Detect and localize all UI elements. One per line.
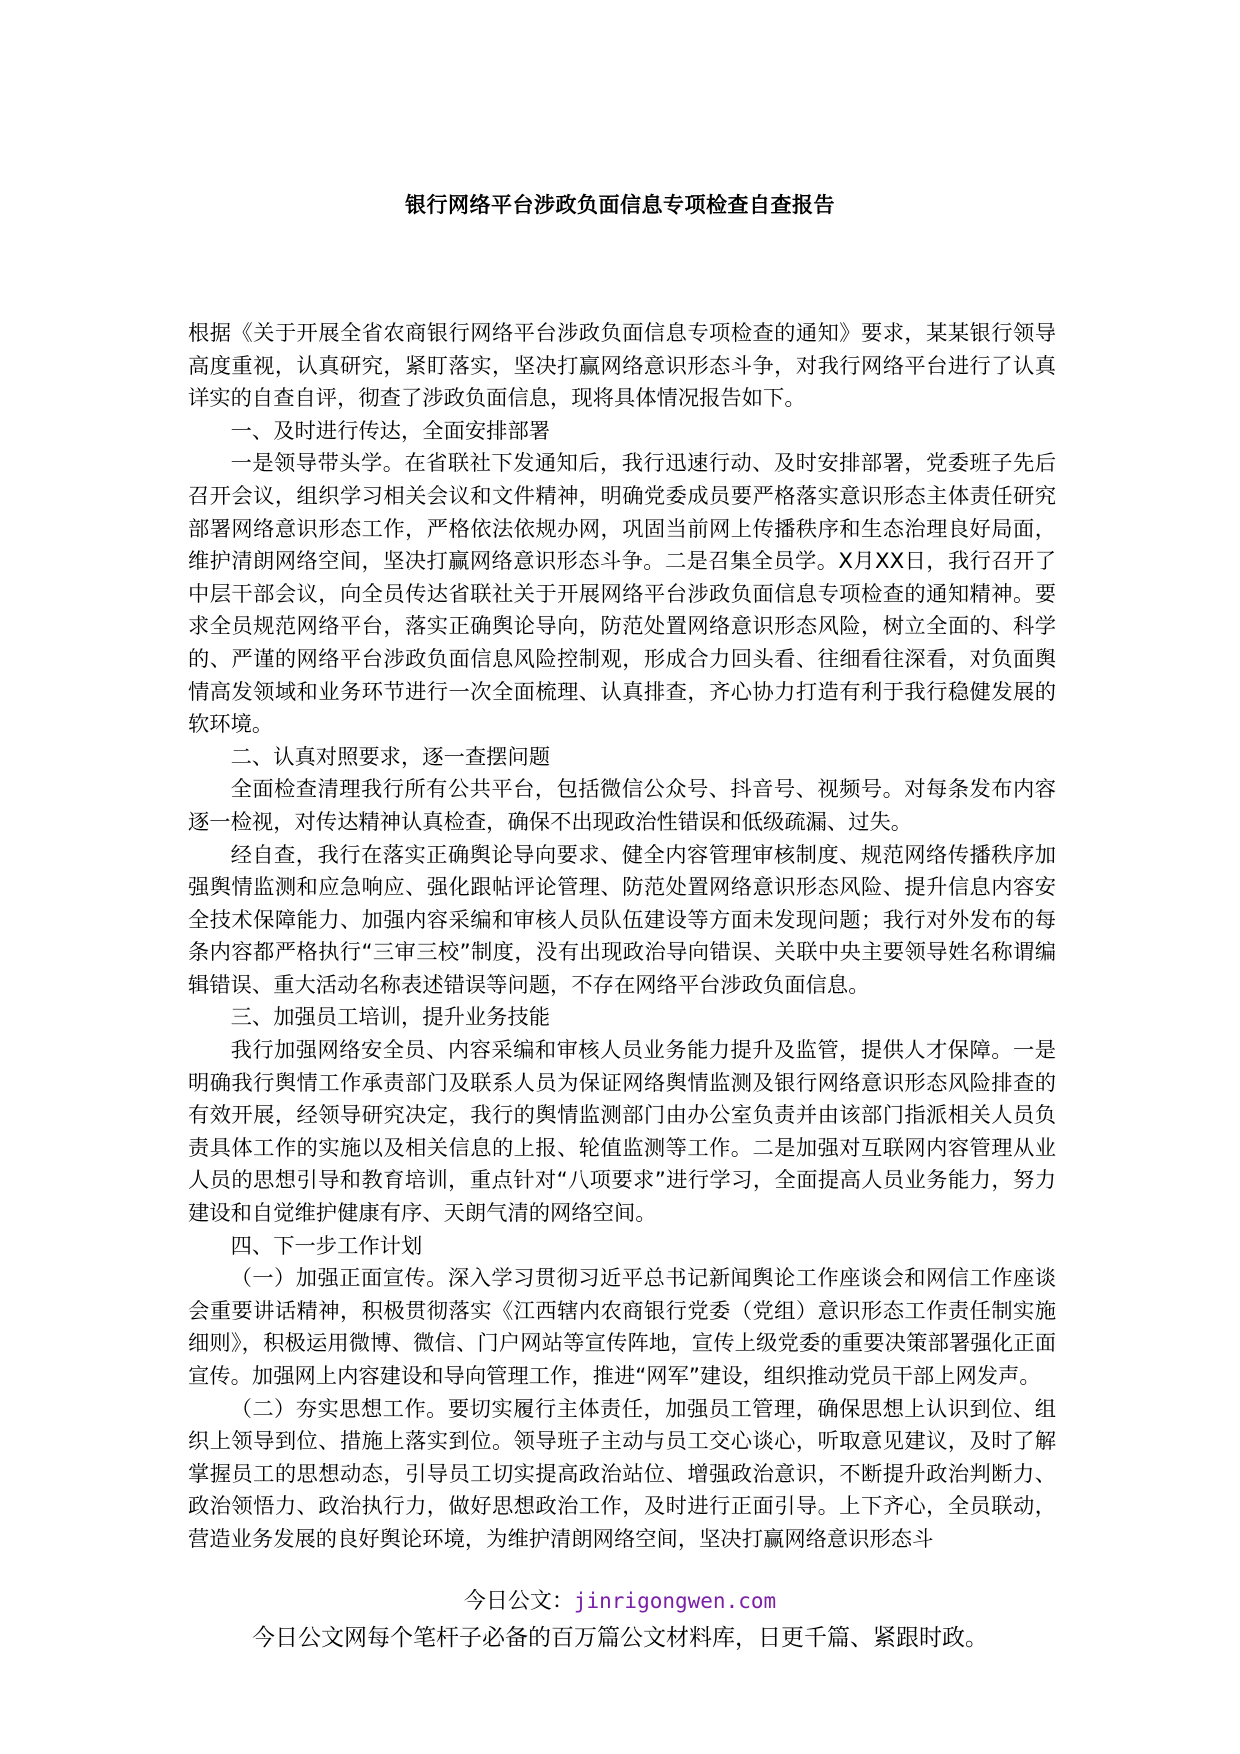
section-heading-3: 三、加强员工培训，提升业务技能 bbox=[230, 1005, 551, 1031]
paragraph-intro: 根据《关于开展全省农商银行网络平台涉政负面信息专项检查的通知》要求，某某银行领导高度重视，认真研究，紧盯落实，坚决打赢网络意识形态斗争，对我行网络平台进行了认真详实的自查自评，彻查了涉政负面信息，现将具体情况报告如下。 bbox=[188, 321, 1056, 412]
section-heading-4: 四、下一步工作计划 bbox=[230, 1233, 423, 1259]
paragraph: 我行加强网络安全员、内容采编和审核人员业务能力提升及监管，提供人才保障。一是明确我行舆情工作承责部门及联系人员为保证网络舆情监测及银行网络意识形态风险排查的有效开展，经领导研究决定，我行的舆情监测部门由办公室负责并由该部门指派相关人员负责具体工作的实施以及相关信息的上报、轮值监测等工作。二是加强对互联网内容管理从业人员的思想引导和教育培训，重点针对“八项要求”进行学习，全面提高人员业务能力，努力建设和自觉维护健康有序、天朗气清的网络空间。 bbox=[188, 1038, 1056, 1227]
footer-label: 今日公文： bbox=[463, 1589, 574, 1614]
footer-site-link[interactable]: jinrigongwen.com bbox=[573, 1589, 777, 1613]
paragraph: （二）夯实思想工作。要切实履行主体责任，加强员工管理，确保思想上认识到位、组织上领导到位、措施上落实到位。领导班子主动与员工交心谈心，听取意见建议，及时了解掌握员工的思想动态，引导员工切实提高政治站位、增强政治意识，不断提升政治判断力、政治领悟力、政治执行力，做好思想政治工作，及时进行正面引导。上下齐心，全员联动，营造业务发展的良好舆论环境，为维护清朗网络空间，坚决打赢网络意识形态斗 bbox=[188, 1396, 1056, 1552]
section-heading-2: 二、认真对照要求，逐一查摆问题 bbox=[230, 744, 551, 770]
paragraph: 全面检查清理我行所有公共平台，包括微信公众号、抖音号、视频号。对每条发布内容逐一检视，对传达精神认真检查，确保不出现政治性错误和低级疏漏、过失。 bbox=[188, 777, 1056, 835]
paragraph: （一）加强正面宣传。深入学习贯彻习近平总书记新闻舆论工作座谈会和网信工作座谈会重要讲话精神，积极贯彻落实《江西辖内农商银行党委（党组）意识形态工作责任制实施细则》，积极运用微博、微信、门户网站等宣传阵地，宣传上级党委的重要决策部署强化正面宣传。加强网上内容建设和导向管理工作，推进“网军”建设，组织推动党员干部上网发声。 bbox=[188, 1266, 1056, 1389]
section-heading-1: 一、及时进行传达，全面安排部署 bbox=[230, 418, 551, 444]
document-title: 银行网络平台涉政负面信息专项检查自查报告 bbox=[405, 193, 835, 217]
footer-source bbox=[0, 1586, 1240, 1617]
paragraph: 经自查，我行在落实正确舆论导向要求、健全内容管理审核制度、规范网络传播秩序加强舆情监测和应急响应、强化跟帖评论管理、防范处置网络意识形态风险、提升信息内容安全技术保障能力、加强内容采编和审核人员队伍建设等方面未发现问题；我行对外发布的每条内容都严格执行“三审三校”制度，没有出现政治导向错误、关联中央主要领导姓名称谓编辑错误、重大活动名称表述错误等问题，不存在网络平台涉政负面信息。 bbox=[188, 842, 1056, 998]
document-body bbox=[188, 318, 1056, 1557]
footer-tagline: 今日公文网每个笔杆子必备的百万篇公文材料库，日更千篇、紧跟时政。 bbox=[252, 1625, 988, 1651]
paragraph: 一是领导带头学。在省联社下发通知后，我行迅速行动、及时安排部署，党委班子先后召开会议，组织学习相关会议和文件精神，明确党委成员要严格落实意识形态主体责任研究部署网络意识形态工作，严格依法依规办网，巩固当前网上传播秩序和生态治理良好局面，维护清朗网络空间，坚决打赢网络意识形态斗争。二是召集全员学。X月XX日，我行召开了中层干部会议，向全员传达省联社关于开展网络平台涉政负面信息专项检查的通知精神。要求全员规范网络平台，落实正确舆论导向，防范处置网络意识形态风险，树立全面的、科学的、严谨的网络平台涉政负面信息风险控制观，形成合力回头看、往细看往深看，对负面舆情高发领域和业务环节进行一次全面梳理、认真排查，齐心协力打造有利于我行稳健发展的软环境。 bbox=[188, 451, 1056, 738]
